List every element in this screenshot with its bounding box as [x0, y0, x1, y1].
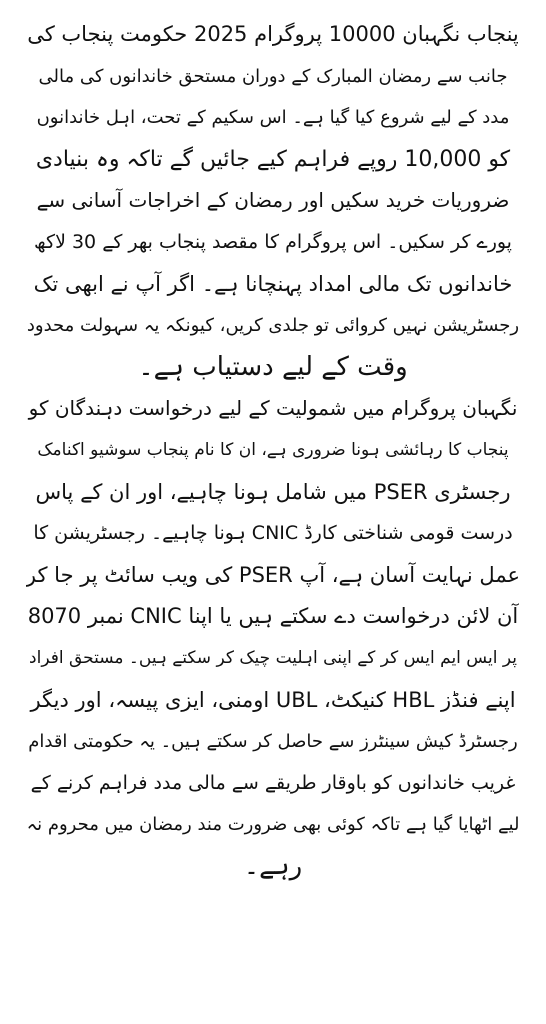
- text-line: مدد کے لیے شروع کیا گیا ہے۔ اس سکیم کے تحت، اہل خاندانوں: [36, 107, 510, 129]
- text-line: غریب خاندانوں کو باوقار طریقے سے مالی مدد فراہم کرنے کے: [30, 771, 516, 794]
- text-line: اپنے فنڈز HBL کنیکٹ، UBL اومنی، ایزی پیسہ، اور دیگر: [30, 687, 516, 712]
- text-line: ضروریات خرید سکیں اور رمضان کے اخراجات آسانی سے: [36, 188, 510, 213]
- text-line: عمل نہایت آسان ہے، آپ PSER کی ویب سائٹ پر جا کر: [26, 562, 520, 587]
- text-line: درست قومی شناختی کارڈ CNIC ہونا چاہیے۔ رجسٹریشن کا: [33, 522, 513, 545]
- text-line: رجسٹرڈ کیش سینٹرز سے حاصل کر سکتے ہیں۔ یہ حکومتی اقدام: [28, 731, 518, 753]
- text-line: وقت کے لیے دستیاب ہے۔: [138, 351, 408, 382]
- paragraph-eligibility-registration: [26, 388, 520, 887]
- text-line: جانب سے رمضان المبارک کے دوران مستحق خاندانوں کی مالی: [38, 65, 508, 87]
- text-line: رجسٹریشن نہیں کروائی تو جلدی کریں، کیونکہ یہ سہولت محدود: [26, 315, 520, 337]
- text-line: پنجاب کا رہائشی ہونا ضروری ہے، ان کا نام پنجاب سوشیو اکنامک: [37, 439, 509, 460]
- paragraph-program-intro: [26, 14, 520, 388]
- text-line: رہے۔: [243, 850, 303, 881]
- text-line: خاندانوں تک مالی امداد پہنچانا ہے۔ اگر آپ نے ابھی تک: [33, 271, 513, 296]
- text-line: کو 10,000 روپے فراہم کیے جائیں گے تاکہ وہ بنیادی: [35, 146, 511, 172]
- text-line: پر ایس ایم ایس کر کے اپنی اہلیت چیک کر سکتے ہیں۔ مستحق افراد: [29, 647, 517, 668]
- text-line: آن لائن درخواست دے سکتے ہیں یا اپنا CNIC نمبر 8070: [27, 604, 519, 629]
- text-line: پنجاب نگہبان 10000 پروگرام 2025 حکومت پنجاب کی: [27, 22, 519, 46]
- text-line: نگہبان پروگرام میں شمولیت کے لیے درخواست دہندگان کو: [28, 396, 518, 421]
- text-line: پورے کر سکیں۔ اس پروگرام کا مقصد پنجاب بھر کے 30 لاکھ: [34, 230, 512, 253]
- text-line: رجسٹری PSER میں شامل ہونا چاہیے، اور ان کے پاس: [35, 479, 511, 504]
- text-line: لیے اٹھایا گیا ہے تاکہ کوئی بھی ضرورت مند رمضان میں محروم نہ: [26, 814, 520, 836]
